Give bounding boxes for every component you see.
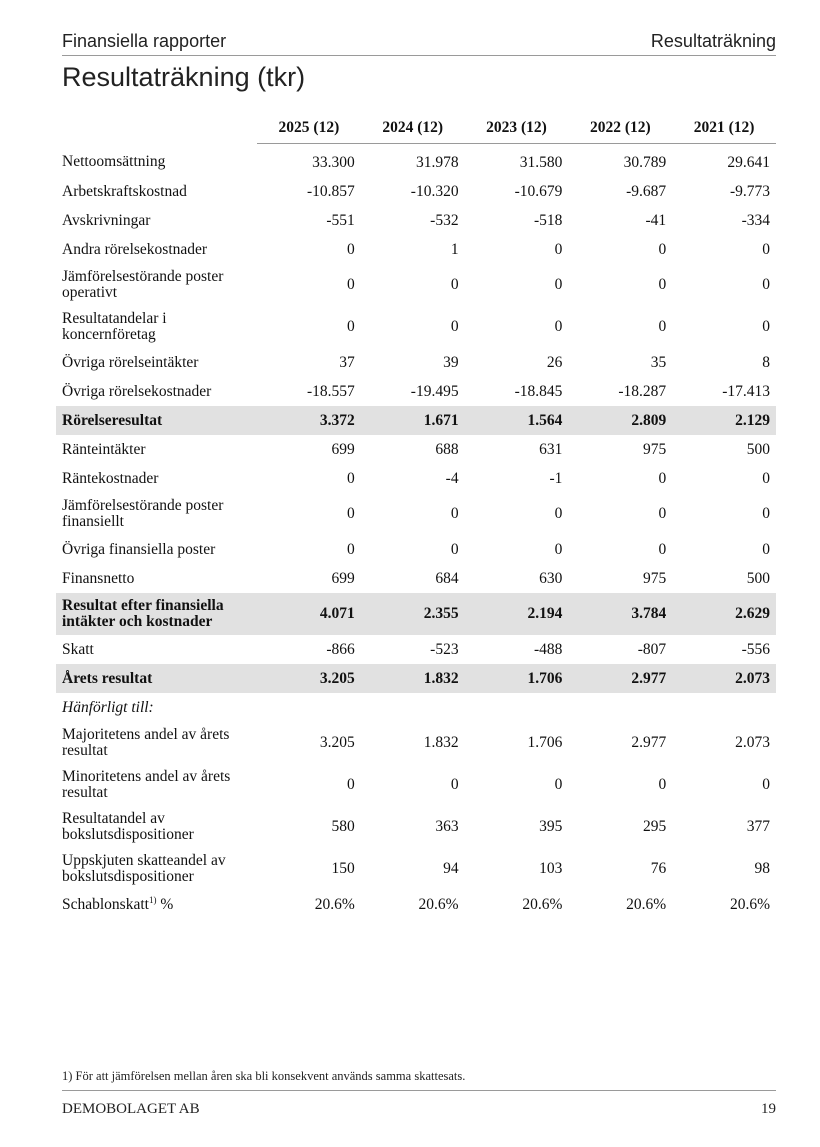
cell-value: 35	[650, 353, 667, 371]
cell-value: -41	[645, 211, 667, 229]
page-title: Resultaträkning (tkr)	[62, 62, 306, 92]
cell-value: 31.580	[519, 153, 563, 171]
report-name: Resultaträkning	[650, 31, 776, 51]
cell-value: 0	[658, 469, 667, 487]
cell-value: 0	[658, 240, 667, 258]
cell-value: -10.857	[307, 182, 355, 200]
row-label: Årets resultat	[56, 664, 257, 693]
cell-value: 0	[762, 240, 770, 258]
cell-value: 0	[450, 318, 459, 335]
column-header: 2025 (12)	[257, 112, 361, 144]
row-label: Majoritetens andel av årets resultat	[62, 726, 230, 759]
cell-value: 8	[762, 353, 770, 371]
table-row	[56, 206, 776, 235]
subtotal-row	[56, 406, 776, 435]
cell-value: 0	[554, 318, 563, 335]
cell-value: -551	[326, 211, 355, 229]
cell-value: 2.977	[568, 664, 672, 693]
cell-value: -4	[445, 469, 459, 487]
cell-value: 377	[746, 818, 770, 835]
cell-value: 2.194	[465, 593, 569, 635]
cell-value: -18.287	[618, 382, 667, 400]
page-header	[62, 26, 776, 56]
page-number: 19	[761, 1101, 776, 1117]
cell-value: -18.845	[514, 382, 563, 400]
cell-value: -518	[533, 211, 563, 229]
column-header: 2023 (12)	[465, 112, 569, 144]
row-label: Andra rörelsekostnader	[62, 240, 208, 258]
section-name: Finansiella rapporter	[62, 31, 227, 51]
cell-value: 1.832	[361, 664, 465, 693]
cell-value: 26	[546, 353, 563, 371]
cell-value: 0	[554, 540, 563, 558]
row-label: Övriga rörelsekostnader	[62, 382, 212, 400]
cell-value: 1.671	[361, 406, 465, 435]
cell-value: 1.706	[527, 734, 563, 751]
cell-value: 0	[658, 540, 667, 558]
table-row	[56, 848, 776, 890]
row-label: Resultatandelar i koncernföretag	[62, 310, 167, 343]
cell-value: 3.784	[568, 593, 672, 635]
cell-value: 2.809	[568, 406, 672, 435]
cell-value: -488	[533, 640, 563, 658]
cell-value: 500	[746, 440, 770, 458]
income-statement-table	[56, 112, 776, 919]
cell-value: 975	[642, 440, 667, 458]
row-label: Övriga rörelseintäkter	[62, 353, 199, 371]
cell-value: -9.773	[729, 182, 770, 200]
cell-value: -1	[549, 469, 563, 487]
cell-value: 76	[650, 860, 667, 877]
cell-value: 0	[450, 776, 459, 793]
row-label: Rörelseresultat	[56, 406, 257, 435]
table-row	[56, 764, 776, 806]
cell-value: 33.300	[312, 153, 355, 171]
label-column-header	[56, 112, 257, 144]
cell-value: 363	[435, 818, 459, 835]
cell-value: 699	[331, 440, 355, 458]
cell-value: 4.071	[257, 593, 361, 635]
cell-value: 0	[762, 540, 770, 558]
cell-value: -10.320	[410, 182, 459, 200]
company-name: DEMOBOLAGET AB	[62, 1101, 200, 1117]
cell-value: 20.6%	[314, 895, 355, 913]
cell-value: 30.789	[623, 153, 667, 171]
cell-value: 684	[435, 569, 459, 587]
column-header: 2021 (12)	[672, 112, 776, 144]
row-label-suffix: %	[156, 895, 174, 913]
cell-value: 3.205	[319, 734, 355, 751]
table-row	[56, 377, 776, 406]
cell-value: -532	[430, 211, 459, 229]
table-row	[56, 535, 776, 564]
cell-value: -807	[637, 640, 667, 658]
cell-value: 3.205	[257, 664, 361, 693]
cell-value: 0	[347, 776, 355, 793]
cell-value: 2.129	[672, 406, 776, 435]
table-row	[56, 722, 776, 764]
cell-value: 0	[450, 505, 459, 522]
total-row	[56, 664, 776, 693]
cell-value: -18.557	[307, 382, 355, 400]
cell-value: 20.6%	[729, 895, 770, 913]
cell-value: 631	[539, 440, 563, 458]
attribution-heading-row	[56, 693, 776, 722]
cell-value: 0	[450, 540, 459, 558]
subtotal-row	[56, 593, 776, 635]
cell-value: 2.073	[672, 664, 776, 693]
row-label: Jämförelsestörande poster operativt	[62, 268, 224, 301]
cell-value: 0	[347, 505, 355, 522]
footnote: 1) För att jämförelsen mellan åren ska bli konsekvent används samma skattesats.	[62, 1069, 466, 1083]
cell-value: 150	[331, 860, 355, 877]
table-row	[56, 464, 776, 493]
row-label: Minoritetens andel av årets resultat	[62, 768, 231, 801]
cell-value: 0	[347, 469, 355, 487]
table-row	[56, 493, 776, 535]
cell-value: 0	[762, 318, 770, 335]
row-label: Jämförelsestörande poster finansiellt	[62, 497, 224, 530]
cell-value: -866	[326, 640, 355, 658]
table-row	[56, 235, 776, 264]
cell-value	[257, 693, 361, 722]
cell-value: 0	[658, 318, 667, 335]
row-label: Arbetskraftskostnad	[62, 182, 187, 200]
cell-value: 103	[539, 860, 563, 877]
row-label: Räntekostnader	[62, 469, 159, 487]
table-row	[56, 348, 776, 377]
cell-value: 2.977	[631, 734, 667, 751]
page-footer	[62, 1090, 776, 1118]
cell-value: 37	[339, 353, 355, 371]
cell-value: 0	[762, 276, 770, 293]
table-row	[56, 635, 776, 664]
cell-value: 20.6%	[522, 895, 563, 913]
table-row	[56, 435, 776, 464]
cell-value: 975	[642, 569, 667, 587]
cell-value: 630	[539, 569, 563, 587]
cell-value	[361, 693, 465, 722]
row-label: Uppskjuten skatteandel av bokslutsdispositioner	[62, 852, 226, 885]
cell-value: -9.687	[626, 182, 667, 200]
table-row	[56, 144, 776, 178]
cell-value: 2.073	[735, 734, 770, 751]
cell-value: 0	[762, 776, 770, 793]
cell-value: 1	[450, 240, 459, 258]
cell-value: -556	[741, 640, 770, 658]
row-label-text: Schablonskatt	[62, 895, 149, 913]
cell-value: 0	[347, 240, 355, 258]
cell-value: 29.641	[727, 153, 770, 171]
cell-value: -10.679	[514, 182, 563, 200]
cell-value: -334	[741, 211, 770, 229]
table-header-row	[56, 112, 776, 144]
cell-value: 1.564	[465, 406, 569, 435]
row-label: Skatt	[62, 640, 94, 658]
cell-value	[465, 693, 569, 722]
row-label: Nettoomsättning	[62, 153, 166, 171]
column-header: 2022 (12)	[568, 112, 672, 144]
cell-value: 688	[435, 440, 459, 458]
cell-value	[568, 693, 672, 722]
table-row	[56, 177, 776, 206]
cell-value: -19.495	[410, 382, 459, 400]
cell-value: 20.6%	[626, 895, 667, 913]
cell-value: 0	[554, 240, 563, 258]
cell-value: 699	[331, 569, 355, 587]
cell-value: -17.413	[722, 382, 770, 400]
cell-value: 0	[658, 276, 667, 293]
cell-value: 20.6%	[418, 895, 459, 913]
table-row	[56, 306, 776, 348]
table-row	[56, 264, 776, 306]
row-label: Avskrivningar	[62, 211, 151, 229]
cell-value: 0	[762, 505, 770, 522]
cell-value: 0	[658, 776, 667, 793]
cell-value: -523	[430, 640, 459, 658]
footnote-marker: 1)	[148, 894, 157, 905]
cell-value: 3.372	[257, 406, 361, 435]
cell-value: 580	[331, 818, 355, 835]
cell-value: 0	[347, 318, 355, 335]
cell-value	[672, 693, 776, 722]
table-row	[56, 806, 776, 848]
cell-value: 0	[762, 469, 770, 487]
column-header: 2024 (12)	[361, 112, 465, 144]
cell-value: 0	[450, 276, 459, 293]
row-label: Finansnetto	[62, 569, 135, 587]
row-label: Ränteintäkter	[62, 440, 146, 458]
row-label: Övriga finansiella poster	[62, 540, 216, 558]
cell-value: 0	[658, 505, 667, 522]
cell-value: 500	[746, 569, 770, 587]
cell-value: 2.629	[672, 593, 776, 635]
row-label: Hänförligt till:	[62, 698, 154, 716]
row-label	[56, 890, 257, 919]
cell-value: 1.706	[465, 664, 569, 693]
table-row	[56, 890, 776, 919]
cell-value: 2.355	[361, 593, 465, 635]
cell-value: 39	[443, 353, 459, 371]
cell-value: 94	[443, 860, 459, 877]
cell-value: 0	[347, 276, 355, 293]
cell-value: 395	[539, 818, 563, 835]
row-label: Resultat efter finansiella intäkter och kostnader	[56, 593, 257, 635]
cell-value: 31.978	[415, 153, 459, 171]
cell-value: 0	[347, 540, 355, 558]
cell-value: 0	[554, 776, 563, 793]
cell-value: 295	[642, 818, 667, 835]
cell-value: 0	[554, 505, 563, 522]
cell-value: 1.832	[423, 734, 459, 751]
cell-value: 98	[754, 860, 770, 877]
row-label: Resultatandel av bokslutsdispositioner	[62, 810, 194, 843]
table-row	[56, 564, 776, 593]
cell-value: 0	[554, 276, 563, 293]
